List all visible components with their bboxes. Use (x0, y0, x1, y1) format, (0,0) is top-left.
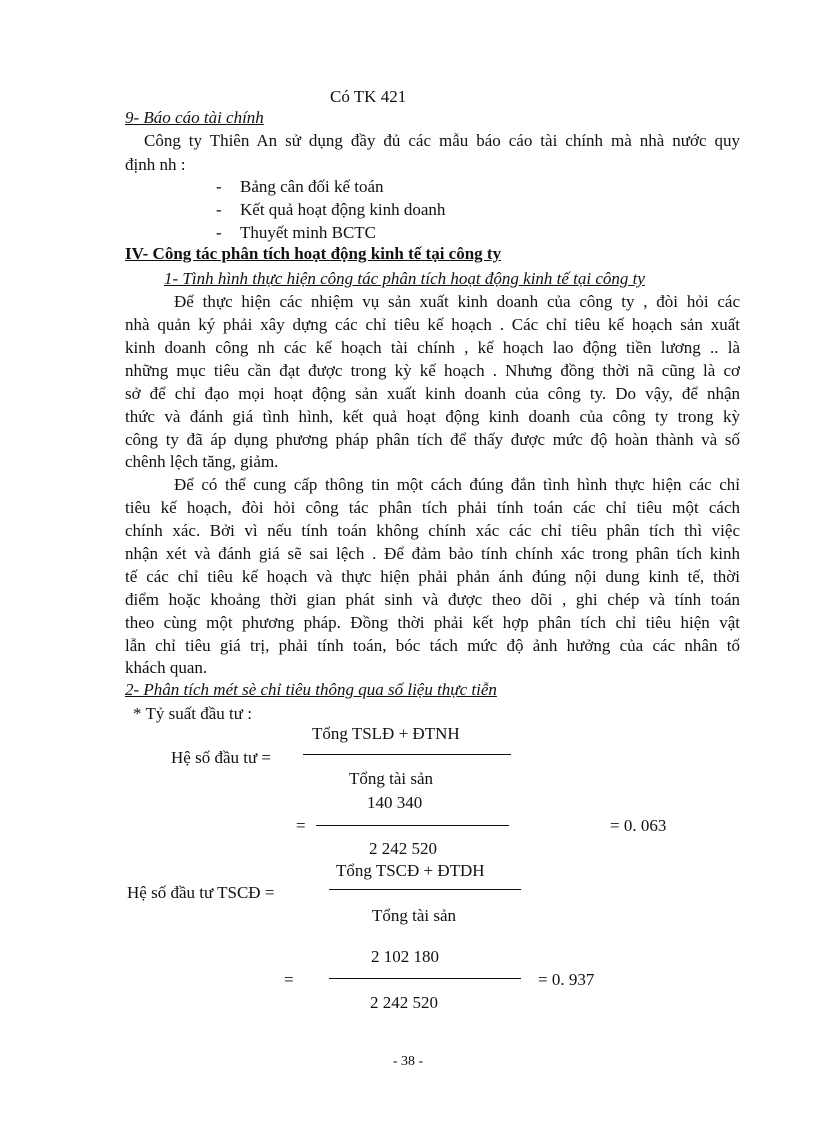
list-item: Bảng cân đối kế toán (240, 177, 384, 196)
formula-1-result: = 0. 063 (610, 816, 667, 835)
formula-1-equals: = (296, 816, 306, 835)
paragraph-1-line: chênh lệch tăng, giảm. (125, 452, 279, 471)
section-iv-subtitle-1: 1- Tình hình thực hiện công tác phân tích hoạt động kinh tế tại công ty (164, 269, 645, 288)
formula-2-result: = 0. 937 (538, 970, 595, 989)
section-9-intro-line2: định nh : (125, 155, 186, 174)
formula-2-numerator: Tổng TSCĐ + ĐTDH (336, 861, 485, 880)
section-9-intro-line1: Công ty Thiên An sử dụng đầy đủ các mẫu báo cáo tài chính mà nhà nước quy (144, 131, 740, 150)
formula-1-value-bar (316, 825, 509, 826)
list-item: Thuyết minh BCTC (240, 223, 376, 242)
formula-1-label: Hệ số đầu tư = (171, 748, 272, 767)
paragraph-1-line: sở để chỉ đạo mọi hoạt động sản xuất kinh doanh của công ty. Do vậy, để nhận (125, 384, 740, 403)
paragraph-2-line: lẫn chỉ tiêu giá trị, phải tính toán, bóc tách mức độ ảnh hưởng của các nhân tố (125, 636, 740, 655)
formula-1-fraction-bar (303, 754, 511, 755)
paragraph-2-line: tế các chỉ tiêu kế hoạch và thực hiện phải phản ánh đúng nội dung kinh tế, thời (125, 567, 740, 586)
section-9-title: 9- Báo cáo tài chính (125, 108, 264, 127)
formula-1-denominator: Tổng tài sản (349, 769, 434, 788)
paragraph-2-line: theo cùng một phương pháp. Đồng thời phải kết hợp phân tích chỉ tiêu hiện vật (125, 613, 740, 632)
paragraph-2-line: Để có thể cung cấp thông tin một cách đúng đắn tình hình thực hiện các chỉ (174, 475, 740, 494)
paragraph-1-line: công ty đã áp dụng phương pháp phân tích để thấy được mức độ hoàn thành và số (125, 430, 740, 449)
bullet-investment-ratio: * Tỷ suất đầu tư : (133, 704, 252, 723)
formula-2-value-bar (329, 978, 521, 979)
section-iv-subtitle-2: 2- Phân tích mét sè chỉ tiêu thông qua số liệu thực tiễn (125, 680, 497, 699)
paragraph-1-line: những mục tiêu cần đạt được trong kỳ kế hoạch . Nhưng đồng thời nã cũng là cơ (125, 361, 740, 380)
formula-2-fraction-bar (329, 889, 521, 890)
paragraph-2-line: điểm hoặc khoảng thời gian phát sinh và được theo dõi , ghi chép và tính toán (125, 590, 740, 609)
list-dash: - (216, 200, 222, 219)
formula-1-numerator: Tổng TSLĐ + ĐTNH (312, 724, 460, 743)
formula-2-equals: = (284, 970, 294, 989)
list-dash: - (216, 177, 222, 196)
paragraph-1-line: Để thực hiện các nhiệm vụ sản xuất kinh doanh của công ty , đòi hỏi các (174, 292, 740, 311)
page-number: - 38 - (392, 1054, 424, 1069)
paragraph-2-line: nhận xét và đánh giá sẽ sai lệch . Để đảm bảo tính chính xác trong phân tích kinh (125, 544, 740, 563)
paragraph-2-line: tiêu kế hoạch, đòi hỏi công tác phân tích phải tính toán các chỉ tiêu một cách (125, 498, 740, 517)
formula-1-numerator-value: 140 340 (367, 793, 423, 812)
paragraph-2-line: khách quan. (125, 658, 208, 677)
list-dash: - (216, 223, 222, 242)
formula-2-label: Hệ số đầu tư TSCĐ = (127, 883, 275, 902)
list-item: Kết quả hoạt động kinh doanh (240, 200, 446, 219)
formula-2-denominator: Tổng tài sản (372, 906, 457, 925)
section-iv-title: IV- Công tác phân tích hoạt động kinh tế tại công ty (125, 244, 502, 263)
paragraph-1-line: kinh doanh công nh các kế hoạch tài chính , kế hoạch lao động tiền lương .. là (125, 338, 740, 357)
account-heading: Có TK 421 (330, 87, 407, 106)
formula-2-denominator-value: 2 242 520 (370, 993, 438, 1012)
formula-1-denominator-value: 2 242 520 (369, 839, 437, 858)
formula-2-numerator-value: 2 102 180 (371, 947, 439, 966)
paragraph-1-line: thức và đánh giá tình hình, kết quả hoạt động kinh doanh của công ty trong kỳ (125, 407, 740, 426)
paragraph-1-line: nhà quản ký phải xây dựng các chỉ tiêu kế hoạch . Các chỉ tiêu kế hoạch sản xuất (125, 315, 740, 334)
paragraph-2-line: chính xác. Bởi vì nếu tính toán không chính xác các chỉ tiêu phân tích thì việc (125, 521, 740, 540)
